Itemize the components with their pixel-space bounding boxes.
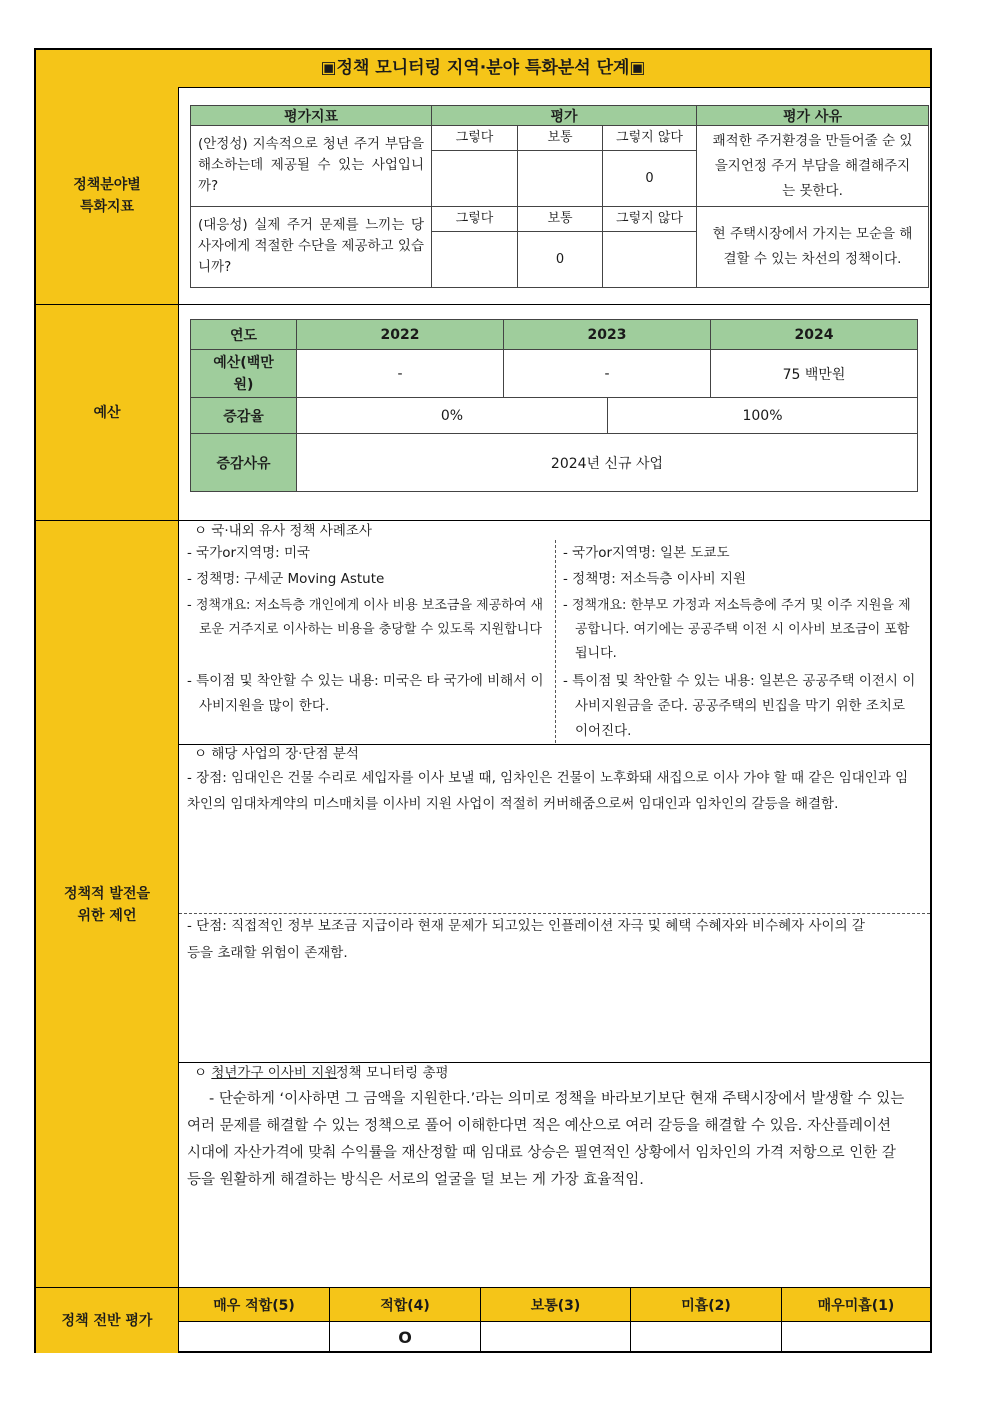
- grade-suitable: 적합(4): [330, 1288, 481, 1322]
- summary-text: - 단순하게 ‘이사하면 그 금액을 지원한다.’라는 의미로 정책을 바라보기보단 현재 주택시장에서 발생할 수 있는 여러 문제를 해결할 수 있는 정책으로 풀어 이해한다면 적은 예산으로 여러 갈등을 해결할 수 있음. 자산플레이션 시대에 자산가격에 맞춰 수익률을 재산정할 때 임대료 상승은 필연적인 상황에서 임차인의 가격 저항으로 인한 갈등을 원활하게 해결하는 방식은 서로의 얼굴을 덜 보는 게 가장 효율적임.: [187, 1091, 905, 1188]
- budget-2022: -: [296, 349, 504, 398]
- indicators-section-label: 정책분야별 특화지표: [36, 87, 179, 305]
- grade-very-insufficient: 매우미흡(1): [782, 1288, 930, 1322]
- right-case-notes: - 특이점 및 착안할 수 있는 내용: 일본은 공공주택 이전시 이사비지원금을 준다. 공공주택의 빈집을 막기 위한 조치로 이어진다.: [563, 673, 916, 739]
- right-case-policy: - 정책명: 저소득층 이사비 지원: [563, 571, 747, 587]
- reason-header: 평가 사유: [696, 105, 929, 126]
- indicator-question-cell: [190, 206, 432, 288]
- year-2024: 2024: [710, 319, 918, 350]
- grade-mark-4: O: [330, 1322, 481, 1353]
- change-rate-first: 0%: [296, 397, 608, 434]
- budget-section-label: 예산: [36, 305, 179, 521]
- grade-insufficient: 미흡(2): [631, 1288, 782, 1322]
- page-title: ▣정책 모니터링 지역·분야 특화분석 단계▣: [36, 50, 930, 88]
- right-case-overview: - 정책개요: 한부모 가정과 저소득층에 주거 및 이주 지원을 제공합니다. 여기에는 공공주택 이전 시 이사비 보조금이 포함됩니다.: [563, 598, 911, 661]
- option-neutral: 보통: [517, 125, 603, 151]
- indicator-question-cell: [190, 125, 432, 207]
- indicator-question: (안정성) 지속적으로 청년 주거 부담을 해소하는데 제공될 수 있는 사업입니까?: [198, 136, 424, 194]
- change-rate-label: 증감율: [190, 397, 297, 434]
- indicator-reason: 쾌적한 주거환경을 만들어줄 순 있을지언정 주거 부담을 해결해주지는 못한다.: [696, 125, 929, 207]
- change-rate-second: 100%: [607, 397, 918, 434]
- year-2022: 2022: [296, 319, 504, 350]
- left-case-policy: - 정책명: 구세군 Moving Astute: [187, 571, 385, 587]
- indicator-question: (대응성) 실제 주거 문제를 느끼는 당사자에게 적절한 수단을 제공하고 있습니까?: [198, 217, 424, 275]
- evaluation-header: 평가: [431, 105, 697, 126]
- left-case-overview: - 정책개요: 저소득층 개인에게 이사 비용 보조금을 제공하여 새로운 거주지로 이사하는 비용을 충당할 수 있도록 지원합니다: [187, 598, 544, 637]
- summary-title: ㅇ 청년가구 이사비 지원 정책 모니터링 총평: [194, 1061, 449, 1086]
- mark-neutral: 0: [517, 231, 603, 288]
- year-2023: 2023: [503, 319, 711, 350]
- change-reason-label: 증감사유: [190, 433, 297, 492]
- mark-yes: [431, 150, 518, 207]
- grade-mark-3: [481, 1322, 631, 1353]
- cons-text: - 단점: 직접적인 정부 보조금 지급이라 현재 문제가 되고있는 인플레이션 자극 및 혜택 수혜자와 비수혜자 사이의 갈등을 초래할 위험이 존재함.: [187, 918, 865, 961]
- left-case-country: - 국가or지역명: 미국: [187, 545, 311, 561]
- case-study-title: ㅇ 국·내외 유사 정책 사례조사: [194, 523, 372, 539]
- left-case-notes: - 특이점 및 착안할 수 있는 내용: 미국은 타 국가에 비해서 이사비지원을 많이 한다.: [187, 673, 544, 714]
- indicator-reason: 현 주택시장에서 가지는 모순을 해결할 수 있는 차선의 정책이다.: [696, 206, 929, 288]
- option-neutral: 보통: [517, 206, 603, 232]
- proposal-section-label: 정책적 발전을 위한 제언: [36, 521, 179, 1288]
- grade-average: 보통(3): [481, 1288, 631, 1322]
- budget-2023: -: [503, 349, 711, 398]
- grade-very-suitable: 매우 적합(5): [179, 1288, 330, 1322]
- pros-text: - 장점: 임대인은 건물 수리로 세입자를 이사 보낼 때, 임차인은 건물이 노후화돼 새집으로 이사 가야 할 때 같은 임대인과 임차인의 임대차계약의 미스매치를 이사비 지원 사업이 적절히 커버해줌으로써 임대인과 임차인의 갈등을 해결함.: [187, 770, 909, 812]
- summary-policy-name: 청년가구 이사비 지원: [211, 1065, 338, 1081]
- indicator-header: 평가지표: [190, 105, 432, 126]
- budget-label: 예산(백만원): [190, 349, 297, 398]
- mark-no: [602, 231, 697, 288]
- grade-mark-5: [179, 1322, 330, 1353]
- grade-mark-1: [782, 1322, 930, 1353]
- grade-mark-2: [631, 1322, 782, 1353]
- mark-yes: [431, 231, 518, 288]
- evaluation-form: [34, 48, 932, 1353]
- option-yes: 그렇다: [431, 206, 518, 232]
- option-no: 그렇지 않다: [602, 125, 697, 151]
- year-label: 연도: [190, 319, 297, 350]
- option-no: 그렇지 않다: [602, 206, 697, 232]
- analysis-title: ㅇ 해당 사업의 장·단점 분석: [194, 746, 359, 762]
- mark-no: 0: [602, 150, 697, 207]
- mark-neutral: [517, 150, 603, 207]
- overall-section-label: 정책 전반 평가: [36, 1288, 179, 1353]
- budget-2024: 75 백만원: [710, 349, 918, 398]
- option-yes: 그렇다: [431, 125, 518, 151]
- column-divider: [555, 540, 556, 743]
- right-case-country: - 국가or지역명: 일본 도쿄도: [563, 545, 730, 561]
- change-reason: 2024년 신규 사업: [296, 433, 918, 492]
